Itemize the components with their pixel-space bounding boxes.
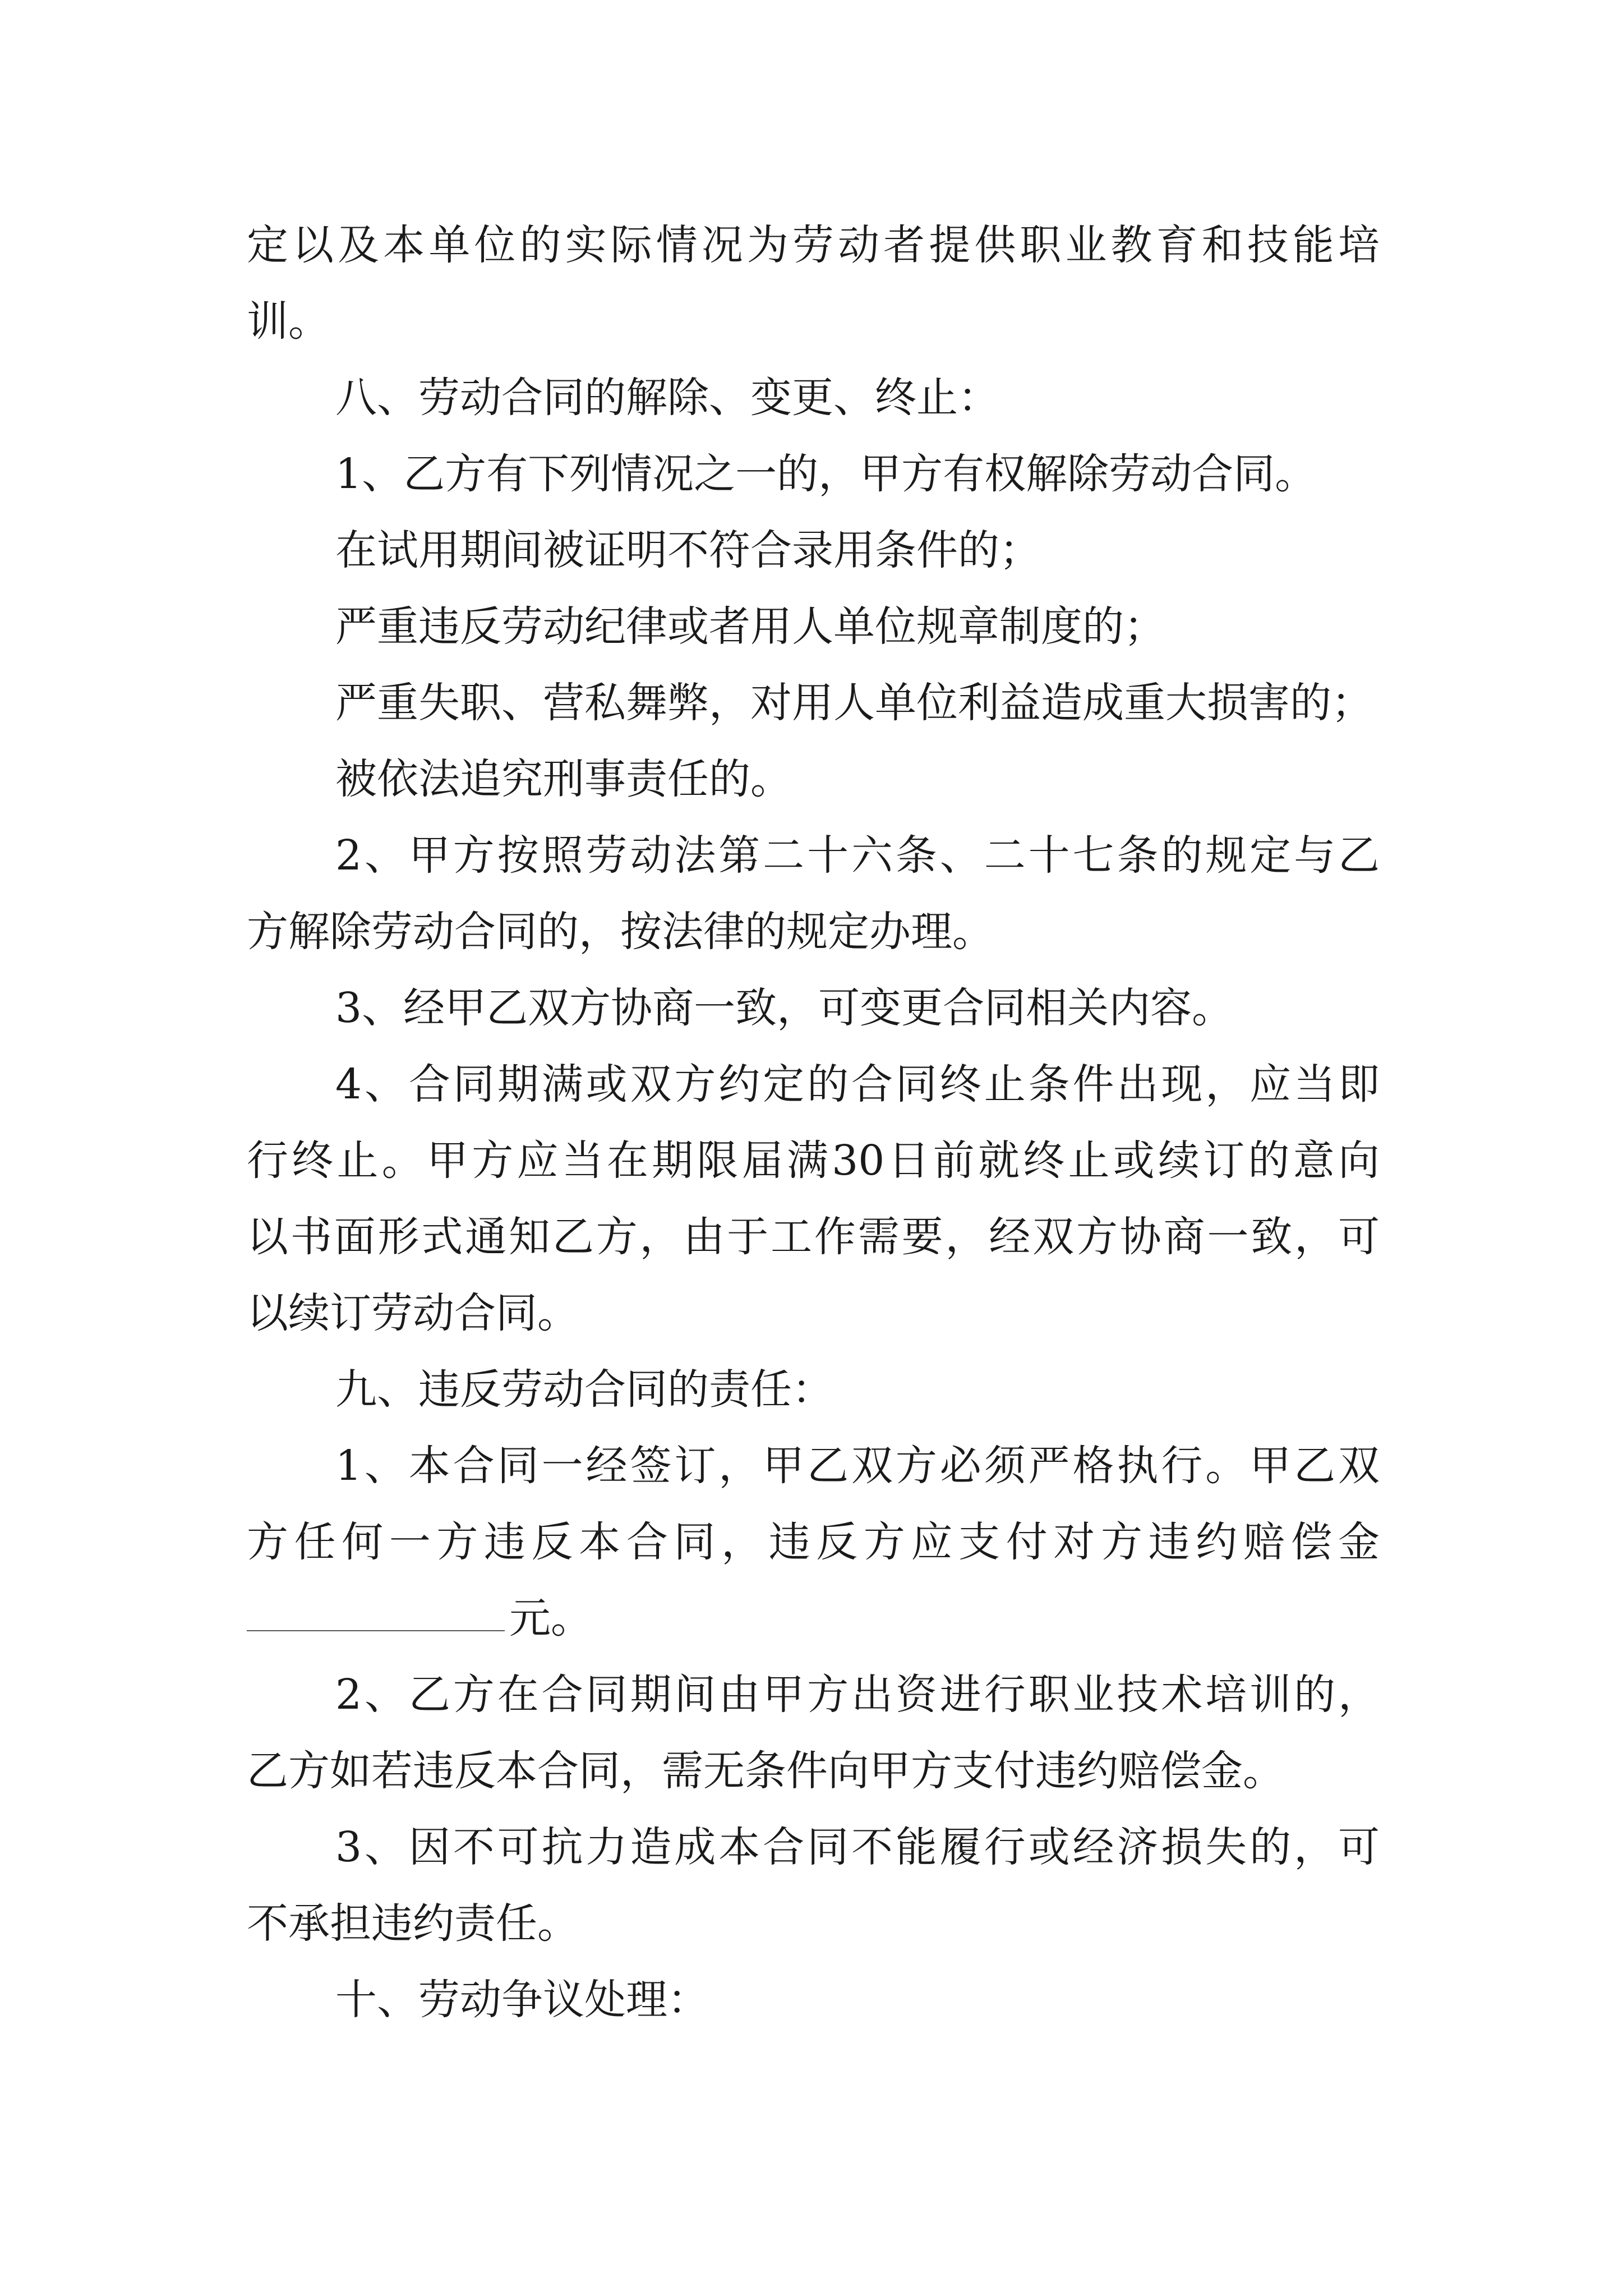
text-line: 不承担违约责任。 (247, 1899, 579, 1948)
text-line: 被依法追究刑事责任的。 (335, 755, 792, 803)
text-line: 在试用期间被证明不符合录用条件的； (335, 526, 1041, 574)
text-line: 以续订劳动合同。 (247, 1289, 579, 1337)
text-line: 1、本合同一经签订，甲乙双方必须严格执行。甲乙双 (335, 1442, 1380, 1490)
text-line: 严重违反劳动纪律或者用人单位规章制度的； (335, 602, 1165, 651)
text-line: 行终止。甲方应当在期限届满30日前就终止或续订的意向 (247, 1137, 1380, 1185)
amount-line (247, 1588, 592, 1649)
text-line: 方解除劳动合同的，按法律的规定办理。 (247, 908, 994, 956)
text-line: 2、乙方在合同期间由甲方出资进行职业技术培训的， (335, 1671, 1380, 1719)
text-line: 定以及本单位的实际情况为劳动者提供职业教育和技能培 (247, 221, 1380, 269)
section-heading: 九、违反劳动合同的责任： (335, 1365, 833, 1414)
text-line: 2、甲方按照劳动法第二十六条、二十七条的规定与乙 (335, 831, 1380, 880)
currency-unit: 元。 (509, 1594, 592, 1642)
text-line: 乙方如若违反本合同，需无条件向甲方支付违约赔偿金。 (247, 1747, 1284, 1795)
section-heading: 十、劳动争议处理： (335, 1976, 709, 2024)
text-line: 方任何一方违反本合同，违反方应支付对方违约赔偿金 (247, 1518, 1380, 1566)
text-line: 训。 (247, 297, 330, 346)
text-line: 3、经甲乙双方协商一致，可变更合同相关内容。 (335, 984, 1234, 1032)
text-line: 以书面形式通知乙方，由于工作需要，经双方协商一致，可 (247, 1213, 1380, 1261)
section-heading: 八、劳动合同的解除、变更、终止： (335, 374, 999, 422)
fill-in-blank (247, 1630, 505, 1631)
text-line: 严重失职、营私舞弊，对用人单位利益造成重大损害的； (335, 679, 1373, 727)
text-line: 4、合同期满或双方约定的合同终止条件出现，应当即 (335, 1060, 1380, 1108)
text-line: 3、因不可抗力造成本合同不能履行或经济损失的，可 (335, 1823, 1380, 1871)
text-line: 1、乙方有下列情况之一的，甲方有权解除劳动合同。 (335, 450, 1317, 498)
